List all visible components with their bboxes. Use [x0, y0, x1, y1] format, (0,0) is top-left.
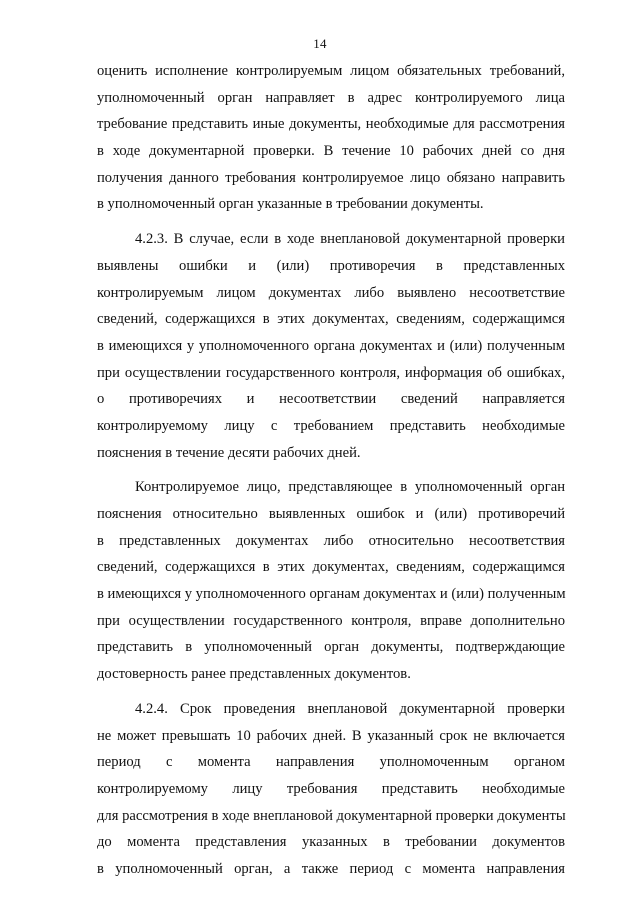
- text-line: сведений, содержащихся в этих документах, сведениям, содержащимся: [97, 311, 565, 328]
- text-line: Контролируемое лицо, представляющее в уполномоченный орган: [135, 479, 565, 496]
- text-line: сведений, содержащихся в этих документах, сведениям, содержащимся: [97, 559, 565, 576]
- text-line: в представленных документах либо относительно несоответствия: [97, 532, 565, 549]
- text-line: достоверность ранее представленных документов.: [97, 666, 411, 683]
- text-line: 4.2.4. Срок проведения внеплановой документарной проверки: [135, 700, 565, 717]
- text-line: получения данного требования контролируемое лицо обязано направить: [97, 169, 565, 186]
- text-line: в имеющихся у уполномоченного органам документах и (или) полученным: [97, 586, 566, 603]
- text-line: требование представить иные документы, необходимые для рассмотрения: [97, 116, 565, 133]
- text-line: представить в уполномоченный орган документы, подтверждающие: [97, 639, 565, 656]
- text-line: пояснения относительно выявленных ошибок и (или) противоречий: [97, 506, 565, 522]
- text-line: до момента представления указанных в требовании документов: [97, 834, 565, 851]
- text-line: в ходе документарной проверки. В течение 10 рабочих дней со дня: [97, 143, 565, 160]
- text-line: при осуществлении государственного контроля, вправе дополнительно: [97, 612, 565, 629]
- text-line: в уполномоченный орган, а также период с момента направления: [97, 860, 565, 877]
- text-line: для рассмотрения в ходе внеплановой документарной проверки документы: [97, 807, 566, 824]
- text-line: в уполномоченный орган указанные в требовании документы.: [97, 196, 484, 213]
- text-line: 4.2.3. В случае, если в ходе внеплановой документарной проверки: [135, 231, 565, 248]
- text-line: уполномоченный орган направляет в адрес контролируемого лица: [97, 89, 565, 106]
- text-line: при осуществлении государственного контроля, информация об ошибках,: [97, 364, 565, 381]
- text-line: выявлены ошибки и (или) противоречия в представленных: [97, 257, 565, 274]
- paragraph-4-2-4: [97, 696, 565, 883]
- text-line: контролируемому лицу с требованием представить необходимые: [97, 417, 565, 434]
- text-line: период с момента направления уполномоченным органом: [97, 754, 565, 771]
- paragraph-continuation: [97, 58, 565, 218]
- paragraph-explanations: [97, 474, 565, 688]
- text-line: пояснения в течение десяти рабочих дней.: [97, 444, 361, 461]
- text-line: контролируемым лицом документах либо выявлено несоответствие: [97, 284, 565, 301]
- text-line: не может превышать 10 рабочих дней. В указанный срок не включается: [97, 727, 565, 744]
- text-line: контролируемому лицу требования представить необходимые: [97, 780, 565, 797]
- page-number: 14: [313, 36, 327, 51]
- document-body: [97, 58, 565, 891]
- text-line: оценить исполнение контролируемым лицом обязательных требований,: [97, 63, 565, 79]
- paragraph-4-2-3: [97, 226, 565, 466]
- text-line: о противоречиях и несоответствии сведений направляется: [97, 391, 565, 408]
- text-line: в имеющихся у уполномоченного органа документах и (или) полученным: [97, 337, 565, 354]
